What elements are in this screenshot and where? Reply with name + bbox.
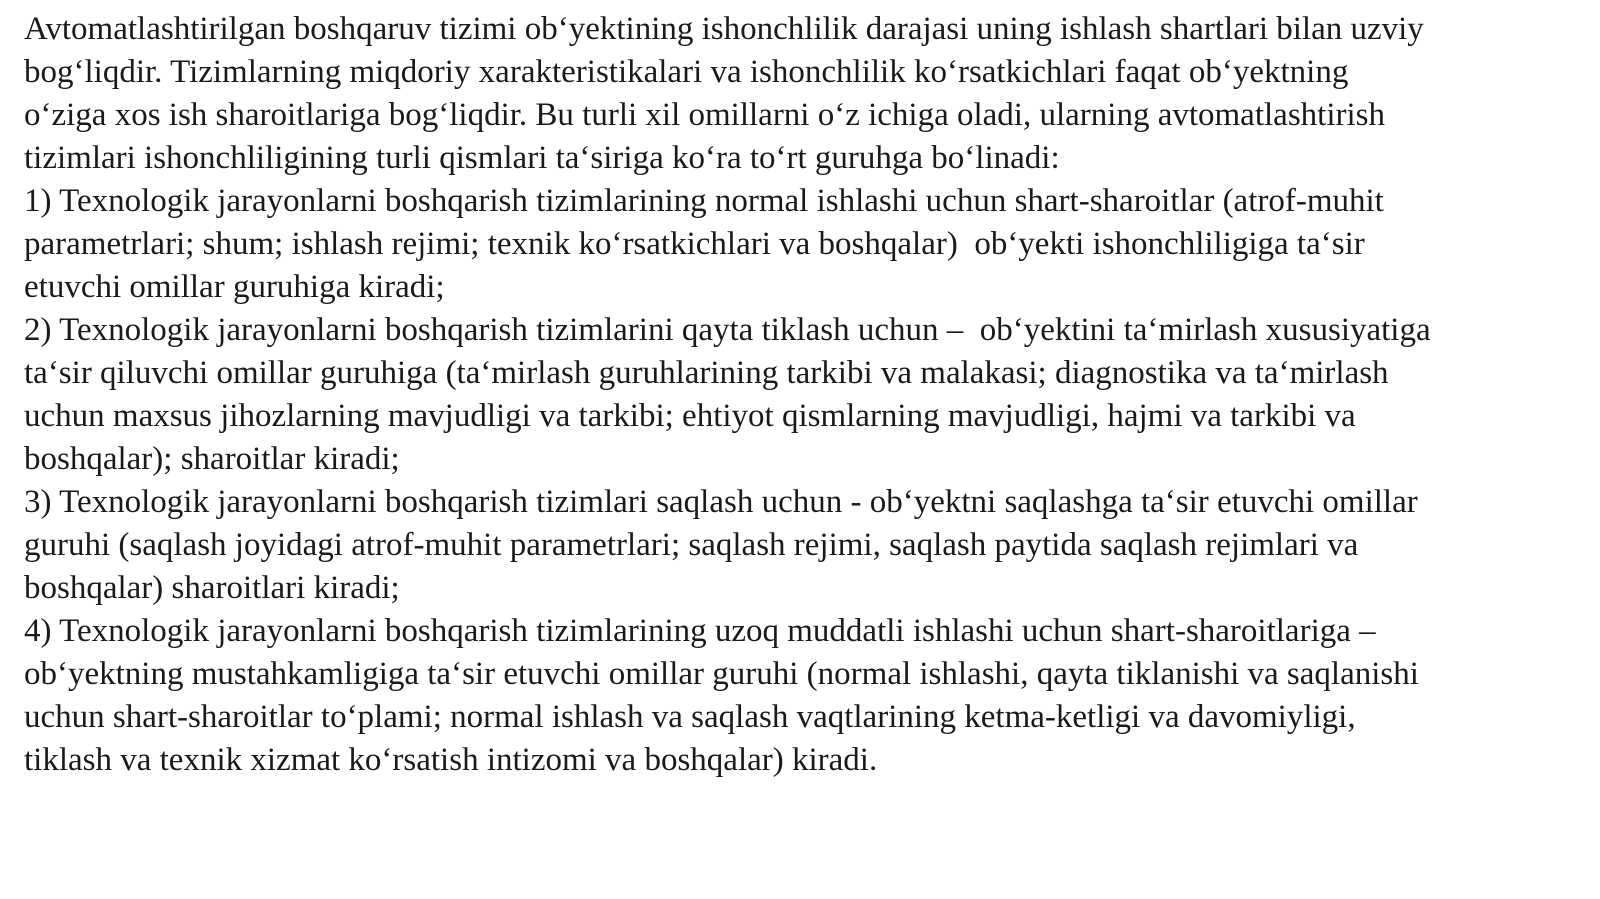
- list-item-4-line: 4) Texnologik jarayonlarni boshqarish tizimlarining uzoq muddatli ishlashi uchun shart-sharoitlariga –: [24, 613, 1376, 649]
- list-item-2-line: boshqalar); sharoitlar kiradi;: [24, 441, 400, 477]
- list-item-2-line: 2) Texnologik jarayonlarni boshqarish tizimlarini qayta tiklash uchun – ob‘yektini ta‘mirlash xususiyatiga: [24, 312, 1431, 348]
- list-item-3-line: 3) Texnologik jarayonlarni boshqarish tizimlari saqlash uchun - ob‘yektni saqlashga ta‘sir etuvchi omillar: [24, 484, 1418, 520]
- text-line: tizimlari ishonchliligining turli qismlari ta‘siriga ko‘ra to‘rt guruhga bo‘linadi:: [24, 140, 1060, 176]
- list-item-1-line: 1) Texnologik jarayonlarni boshqarish tizimlarining normal ishlashi uchun shart-sharoitlar (atrof-muhit: [24, 183, 1384, 219]
- list-item-2-line: ta‘sir qiluvchi omillar guruhiga (ta‘mirlash guruhlarining tarkibi va malakasi; diagnostika va ta‘mirlash: [24, 355, 1389, 391]
- list-item-3-line: boshqalar) sharoitlari kiradi;: [24, 570, 400, 606]
- list-item-4-line: uchun shart-sharoitlar to‘plami; normal ishlash va saqlash vaqtlarining ketma-ketligi va davomiyligi,: [24, 699, 1356, 735]
- list-item-1-line: parametrlari; shum; ishlash rejimi; texnik ko‘rsatkichlari va boshqalar) ob‘yekti ishonchliligiga ta‘sir: [24, 226, 1365, 262]
- list-item-3-line: guruhi (saqlash joyidagi atrof-muhit parametrlari; saqlash rejimi, saqlash paytida saqlash rejimlari va: [24, 527, 1359, 563]
- list-item-4-line: ob‘yektning mustahkamligiga ta‘sir etuvchi omillar guruhi (normal ishlashi, qayta tiklanishi va saqlanishi: [24, 656, 1419, 692]
- list-item-2-line: uchun maxsus jihozlarning mavjudligi va tarkibi; ehtiyot qismlarning mavjudligi, hajmi va tarkibi va: [24, 398, 1356, 434]
- text-line: Avtomatlashtirilgan boshqaruv tizimi ob‘yektining ishonchlilik darajasi uning ishlash shartlari bilan uzviy: [24, 11, 1424, 47]
- text-line: o‘ziga xos ish sharoitlariga bog‘liqdir. Bu turli xil omillarni o‘z ichiga oladi, ularning avtomatlashtirish: [24, 97, 1385, 133]
- list-item-1-line: etuvchi omillar guruhiga kiradi;: [24, 269, 445, 305]
- document-body: [24, 8, 1580, 782]
- text-line: bog‘liqdir. Tizimlarning miqdoriy xarakteristikalari va ishonchlilik ko‘rsatkichlari faqat ob‘yektning: [24, 54, 1349, 90]
- list-item-4-line: tiklash va texnik xizmat ko‘rsatish intizomi va boshqalar) kiradi.: [24, 742, 878, 778]
